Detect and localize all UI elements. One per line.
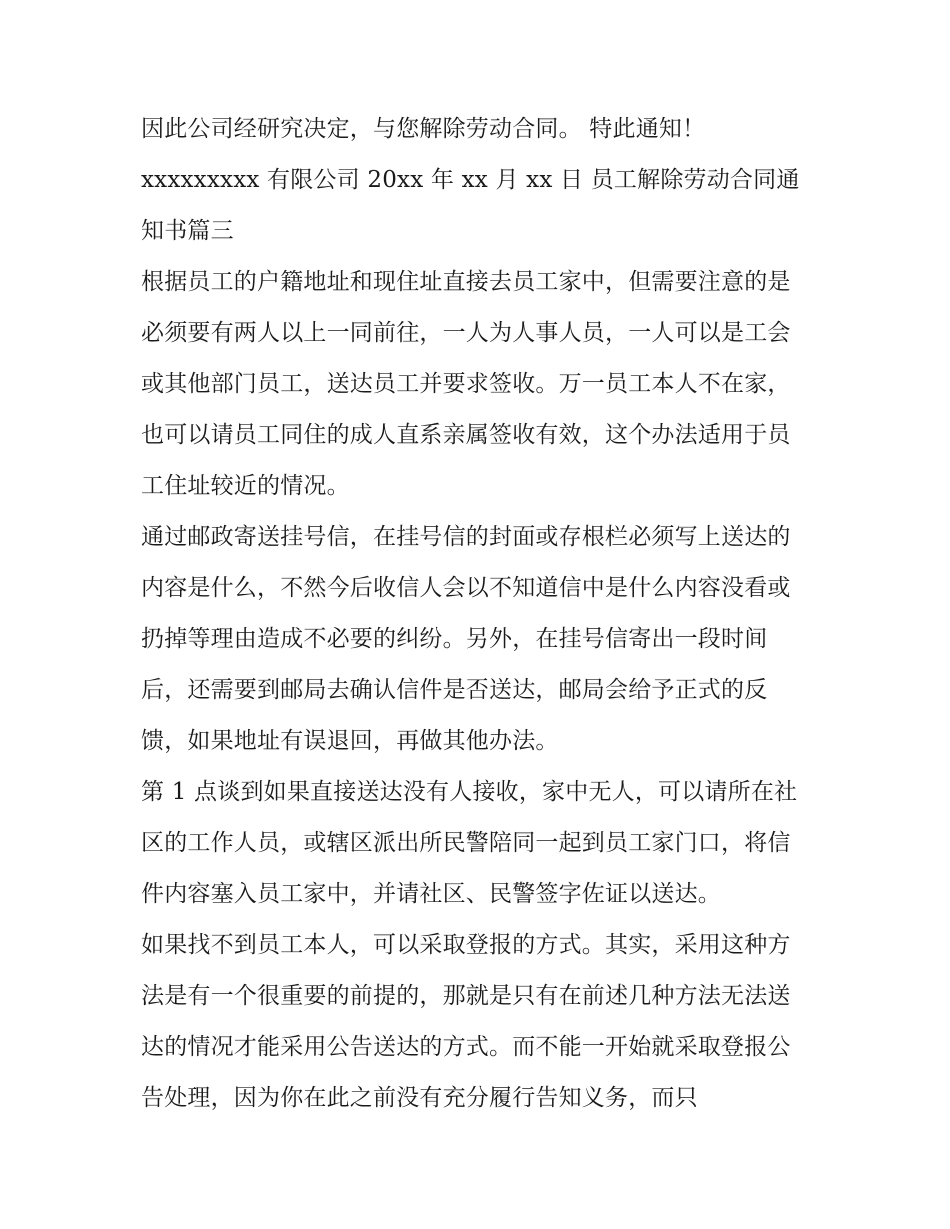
- paragraph-conclusion: 因此公司经研究决定，与您解除劳动合同。 特此通知！: [141, 116, 706, 142]
- paragraph-home-delivery: 根据员工的户籍地址和现住址直接去员工家中，但需要注意的是必须要有两人以上一同前往，一人为人事人员，一人可以是工会或其他部门员工，送达员工并要求签收。万一员工本人不在家，也可以请员工同住的成人直系亲属签收有效，这个办法适用于员工住址较近的情况。: [141, 269, 791, 499]
- document-body: [141, 104, 811, 1124]
- paragraph-community-witness: 第 1 点谈到如果直接送达没有人接收，家中无人，可以请所在社区的工作人员，或辖区派出所民警陪同一起到员工家门口，将信件内容塞入员工家中，并请社区、民警签字佐证以送达。: [141, 779, 798, 907]
- paragraph-signature-heading: xxxxxxxxx 有限公司 20xx 年 xx 月 xx 日 员工解除劳动合同通知书篇三: [141, 167, 800, 244]
- paragraph-newspaper-notice: 如果找不到员工本人，可以采取登报的方式。其实，采用这种方法是有一个很重要的前提的，那就是只有在前述几种方法无法送达的情况才能采用公告送达的方式。而不能一开始就采取登报公告处理，因为你在此之前没有充分履行告知义务，而只: [141, 932, 791, 1111]
- paragraph-registered-mail: 通过邮政寄送挂号信，在挂号信的封面或存根栏必须写上送达的内容是什么，不然今后收信人会以不知道信中是什么内容没看或扔掉等理由造成不必要的纠纷。另外，在挂号信寄出一段时间后，还需要到邮局去确认信件是否送达，邮局会给予正式的反馈，如果地址有误退回，再做其他办法。: [141, 524, 791, 754]
